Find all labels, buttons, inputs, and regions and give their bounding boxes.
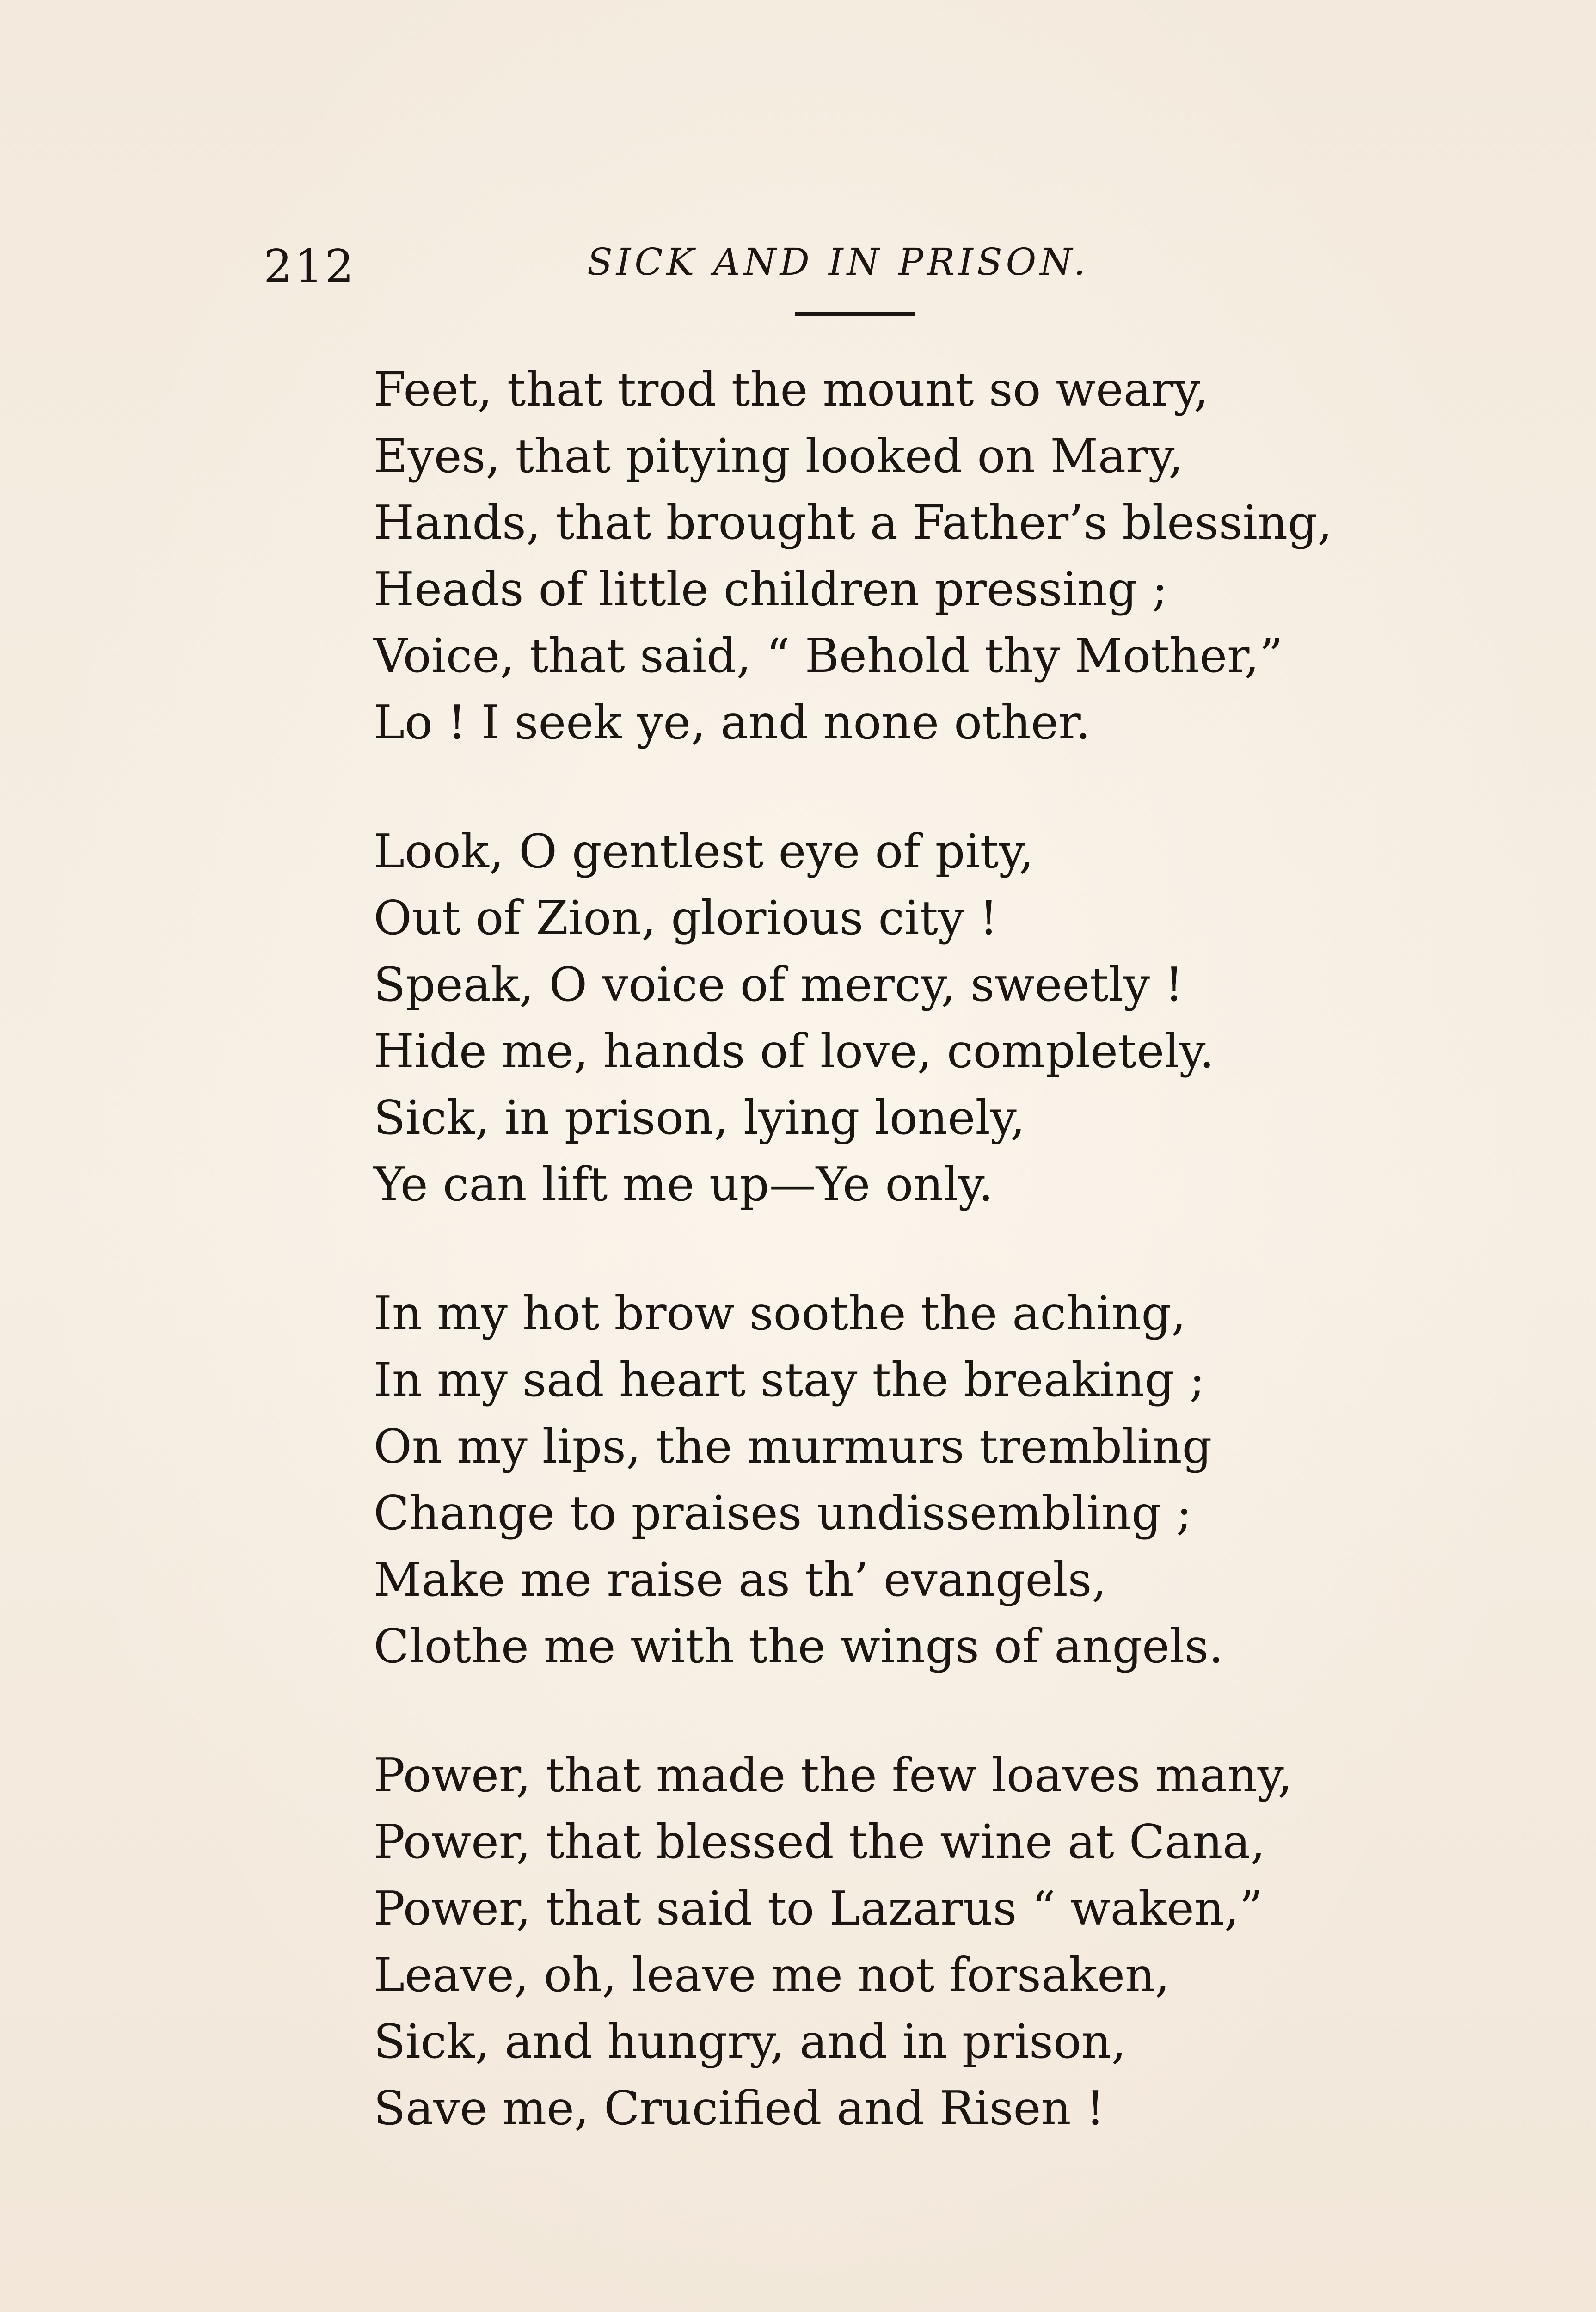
poem-line: Save me, Crucified and Risen ! — [374, 2081, 1105, 2135]
poem-line: Eyes, that pitying looked on Mary, — [374, 429, 1184, 483]
page-number: 212 — [264, 240, 356, 293]
poem-line: Look, O gentlest eye of pity, — [374, 824, 1034, 879]
poem-line: Heads of little children pressing ; — [374, 562, 1168, 616]
poem-line: Voice, that said, “ Behold thy Mother,” — [374, 628, 1283, 683]
stanza-2 — [374, 818, 1437, 1217]
poem-line: Feet, that trod the mount so weary, — [374, 362, 1209, 417]
poem-line: Make me raise as th’ evangels, — [374, 1552, 1107, 1607]
stanza-4 — [374, 1742, 1437, 2141]
poem-line: Ye can lift me up—Ye only. — [374, 1157, 994, 1211]
poem-line: Power, that made the few loaves many, — [374, 1748, 1293, 1802]
poem-line: Change to praises undissembling ; — [374, 1486, 1192, 1540]
poem-line: In my hot brow soothe the aching, — [374, 1286, 1186, 1340]
poem-line: Hands, that brought a Father’s blessing, — [374, 495, 1332, 550]
title-rule — [795, 312, 915, 316]
poem-line: Sick, in prison, lying lonely, — [374, 1090, 1025, 1145]
poem-line: Power, that blessed the wine at Cana, — [374, 1814, 1265, 1869]
poem-line: Out of Zion, glorious city ! — [374, 891, 998, 945]
poem-line: Hide me, hands of love, completely. — [374, 1024, 1215, 1078]
poem — [374, 356, 1437, 2204]
stanza-3 — [374, 1280, 1437, 1679]
poem-line: Leave, oh, leave me not forsaken, — [374, 1948, 1170, 2002]
poem-line: Sick, and hungry, and in prison, — [374, 2014, 1126, 2069]
poem-line: On my lips, the murmurs trembling — [374, 1419, 1212, 1474]
poem-line: Speak, O voice of mercy, sweetly ! — [374, 957, 1184, 1012]
poem-line: Power, that said to Lazarus “ waken,” — [374, 1881, 1263, 1936]
running-title: SICK AND IN PRISON. — [587, 240, 1089, 283]
poem-line: In my sad heart stay the breaking ; — [374, 1353, 1205, 1407]
poem-line: Clothe me with the wings of angels. — [374, 1619, 1224, 1673]
poem-line: Lo ! I seek ye, and none other. — [374, 695, 1091, 750]
stanza-1 — [374, 356, 1437, 756]
